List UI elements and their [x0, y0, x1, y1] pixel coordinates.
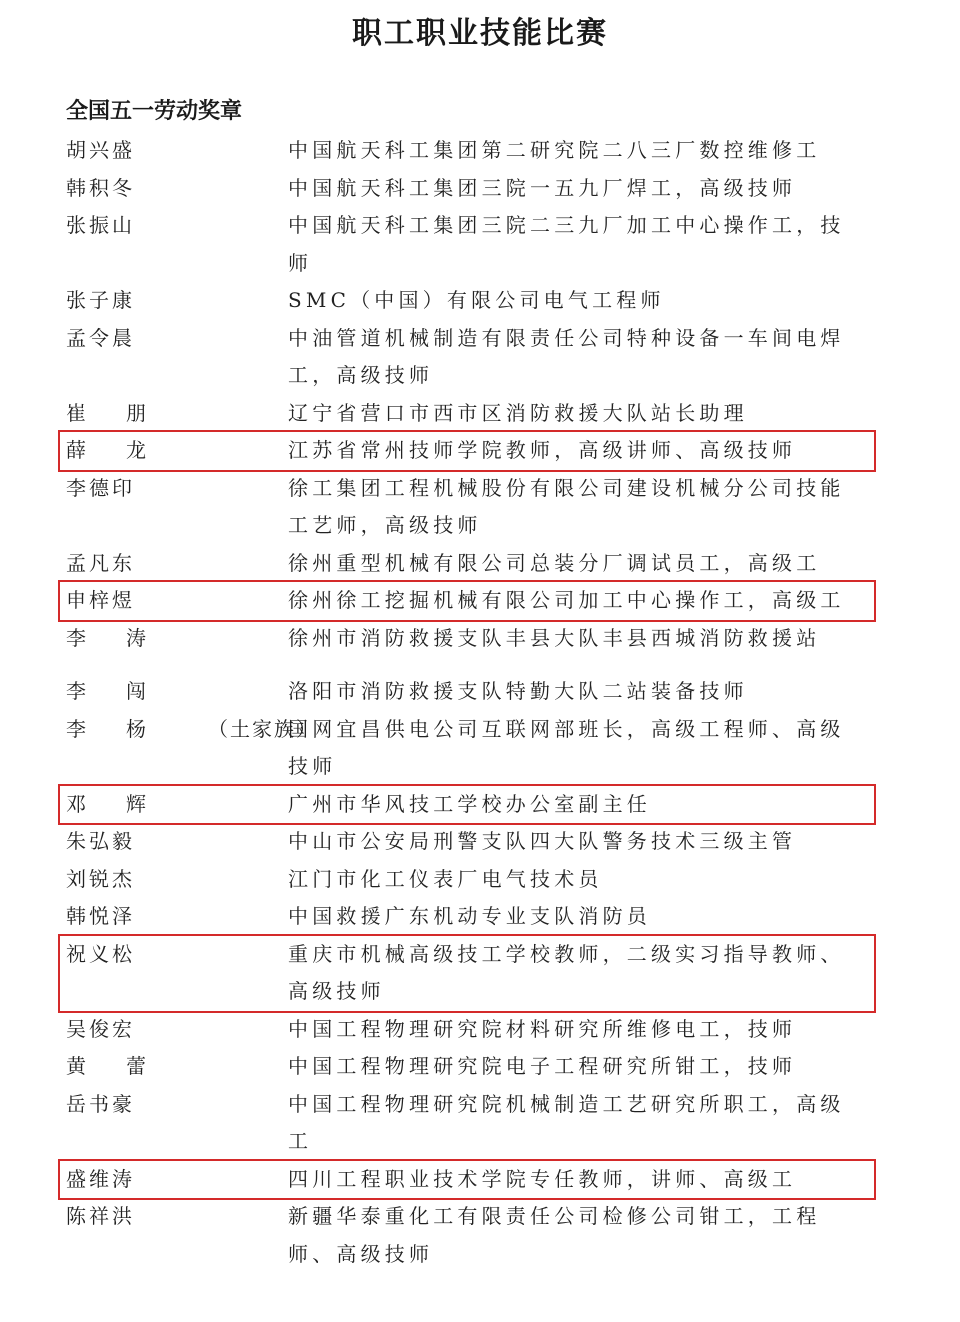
highlighted-entry-row — [0, 1161, 960, 1199]
entry-description: SMC（中国）有限公司电气工程师 — [288, 288, 665, 312]
highlighted-entry-row — [0, 936, 960, 1011]
entry-row — [0, 1011, 960, 1049]
entry-name-text: 盛维涛 — [66, 1166, 135, 1191]
entry-name — [0, 936, 288, 974]
entry-name — [0, 1161, 288, 1199]
entry-name-text: 刘锐杰 — [66, 866, 135, 891]
entry-description: 辽宁省营口市西市区消防救援大队站长助理 — [288, 400, 748, 425]
entry-description: 中山市公安局刑警支队四大队警务技术三级主管 — [288, 829, 797, 853]
entry-row — [0, 132, 960, 170]
entry-row — [0, 1198, 960, 1273]
entry-name — [0, 861, 288, 899]
entry-description: 徐州重型机械有限公司总装分厂调试员工，高级工 — [288, 550, 821, 575]
entry-row — [0, 170, 960, 208]
entry-description: 中油管道机械制造有限责任公司特种设备一车间电焊工，高级技师 — [288, 325, 845, 387]
entry-description: 中国航天科工集团第二研究院二八三厂数控维修工 — [288, 138, 821, 162]
entry-row — [0, 207, 960, 282]
entry-row — [0, 470, 960, 545]
entry-description: 新疆华泰重化工有限责任公司检修公司钳工，工程师、高级技师 — [288, 1204, 821, 1266]
entry-name — [0, 673, 288, 711]
entry-row — [0, 620, 960, 658]
entry-name — [0, 545, 288, 583]
entry-name-text: 李德印 — [66, 475, 135, 500]
entry-row — [0, 711, 960, 786]
entry-name-text: 张子康 — [66, 288, 135, 312]
highlighted-entry-row — [0, 786, 960, 824]
entry-name-text: 黄蕾 — [66, 1054, 186, 1078]
entry-name — [0, 207, 288, 245]
entry-row — [0, 898, 960, 936]
entry-row — [0, 320, 960, 395]
entry-name-text: 张振山 — [66, 213, 135, 237]
entry-name-text: 李闯 — [66, 679, 186, 703]
entry-name — [0, 395, 288, 433]
entry-row — [0, 395, 960, 433]
entry-name — [0, 132, 288, 170]
entry-name — [0, 1011, 288, 1049]
entry-name-text: 申梓煜 — [66, 588, 135, 612]
entry-name — [0, 582, 288, 620]
entry-description: 中国救援广东机动专业支队消防员 — [288, 904, 651, 928]
entry-description: 国网宜昌供电公司互联网部班长，高级工程师、高级技师 — [288, 716, 845, 778]
entry-name-text: 吴俊宏 — [66, 1016, 135, 1041]
entry-name-text: 岳书豪 — [66, 1091, 135, 1116]
highlighted-entry-row — [0, 432, 960, 470]
entry-name-text: 崔朋 — [66, 400, 186, 425]
entry-name — [0, 320, 288, 358]
entry-row — [0, 282, 960, 320]
entry-name — [0, 1086, 288, 1124]
entry-description: 徐工集团工程机械股份有限公司建设机械分公司技能工艺师，高级技师 — [288, 475, 845, 537]
page-title: 职工职业技能比赛 — [352, 16, 608, 51]
entry-name-text: 朱弘毅 — [66, 829, 135, 853]
entry-name-text: 邓辉 — [66, 791, 186, 816]
entry-name — [0, 470, 288, 508]
entry-description: 徐州市消防救援支队丰县大队丰县西城消防救援站 — [288, 625, 821, 650]
entry-description: 徐州徐工挖掘机械有限公司加工中心操作工，高级工 — [288, 588, 845, 612]
entry-name-text: 李涛 — [66, 625, 186, 650]
entry-name — [0, 282, 288, 320]
entry-name-text: 李杨 — [66, 716, 186, 741]
entry-ethnicity: （土家族） — [208, 716, 318, 741]
entry-name — [0, 711, 318, 749]
entry-description: 中国工程物理研究院机械制造工艺研究所职工，高级工 — [288, 1091, 845, 1153]
entry-row — [0, 861, 960, 899]
entry-name-text: 胡兴盛 — [66, 138, 135, 162]
awardee-list — [0, 132, 960, 1273]
entry-description: 中国航天科工集团三院一五九厂焊工，高级技师 — [288, 175, 797, 200]
entry-name — [0, 432, 288, 470]
entry-name — [0, 620, 288, 658]
entry-description: 中国航天科工集团三院二三九厂加工中心操作工，技师 — [288, 213, 845, 275]
entry-row — [0, 545, 960, 583]
highlighted-entry-row — [0, 582, 960, 620]
entry-description: 中国工程物理研究院材料研究所维修电工，技师 — [288, 1016, 797, 1041]
entry-name-text: 韩悦泽 — [66, 904, 135, 928]
entry-name — [0, 1198, 288, 1236]
entry-name-text: 薛龙 — [66, 438, 186, 462]
entry-name-text: 陈祥洪 — [66, 1204, 135, 1228]
entry-name — [0, 1048, 288, 1086]
entry-name — [0, 898, 288, 936]
entry-description: 江门市化工仪表厂电气技术员 — [288, 866, 603, 891]
entry-description: 四川工程职业技术学院专任教师，讲师、高级工 — [288, 1166, 797, 1191]
entry-row — [0, 673, 960, 711]
entry-name — [0, 823, 288, 861]
entry-row — [0, 823, 960, 861]
entry-row — [0, 1086, 960, 1161]
entry-name-text: 孟令晨 — [66, 325, 135, 350]
entry-description: 江苏省常州技师学院教师，高级讲师、高级技师 — [288, 438, 797, 462]
entry-description: 广州市华风技工学校办公室副主任 — [288, 791, 651, 816]
section-heading: 全国五一劳动奖章 — [66, 99, 243, 124]
entry-description: 中国工程物理研究院电子工程研究所钳工，技师 — [288, 1054, 797, 1078]
entry-name-text: 孟凡东 — [66, 550, 135, 575]
entry-name — [0, 786, 288, 824]
entry-description: 洛阳市消防救援支队特勤大队二站装备技师 — [288, 679, 748, 703]
entry-name-text: 韩积冬 — [66, 175, 135, 200]
entry-name — [0, 170, 288, 208]
entry-description: 重庆市机械高级技工学校教师，二级实习指导教师、高级技师 — [288, 941, 845, 1003]
entry-name-text: 祝义松 — [66, 941, 135, 966]
entry-row — [0, 1048, 960, 1086]
